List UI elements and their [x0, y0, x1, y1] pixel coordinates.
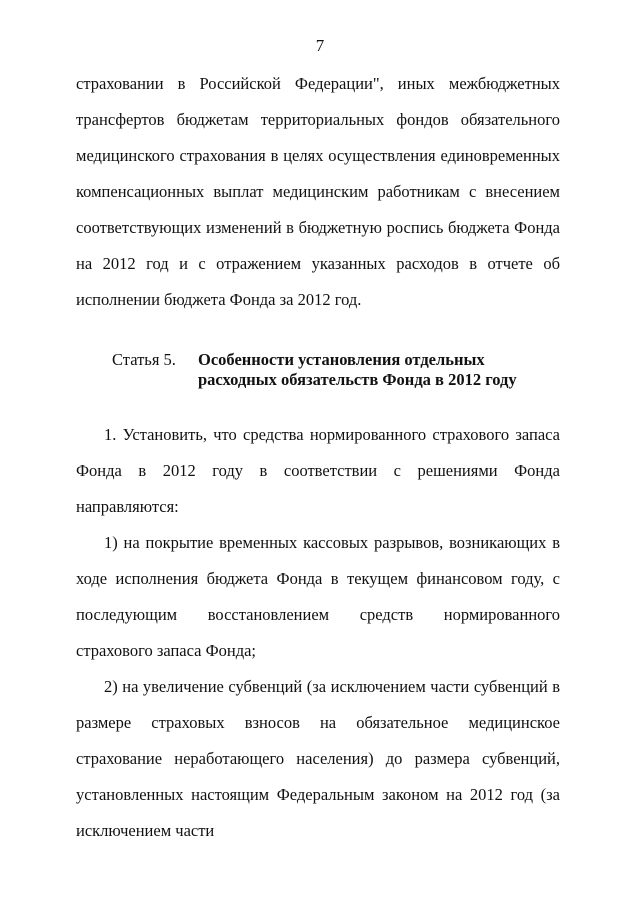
article-title: Особенности установления отдельных расходных обязательств Фонда в 2012 году [198, 350, 517, 389]
article-body [76, 417, 560, 849]
article-label: Статья 5. [112, 350, 176, 369]
paragraph-1-2: 2) на увеличение субвенций (за исключением части субвенций в размере страховых взносов на обязательное медицинское страхование неработающего населения) до размера субвенций, установленных настоящим Федеральным законом на 2012 год (за исключением части [76, 677, 560, 840]
page-number: 7 [315, 36, 325, 55]
paragraph-1-1: 1) на покрытие временных кассовых разрывов, возникающих в ходе исполнения бюджета Фонда в текущем финансовом году, с последующим восстановлением средств нормированного страхового запаса Фонда; [76, 533, 560, 660]
intro-text: страховании в Российской Федерации", иных межбюджетных трансфертов бюджетам территориальных фондов обязательного медицинского страхования в целях осуществления единовременных компенсационных выплат медицинским работникам с внесением соответствующих изменений в бюджетную роспись бюджета Фонда на 2012 год и с отражением указанных расходов в отчете об исполнении бюджета Фонда за 2012 год. [76, 74, 560, 309]
paragraph-1: 1. Установить, что средства нормированного страхового запаса Фонда в 2012 году в соответствии с решениями Фонда направляются: [76, 425, 560, 516]
article-heading [112, 350, 564, 390]
intro-paragraph [76, 66, 560, 318]
